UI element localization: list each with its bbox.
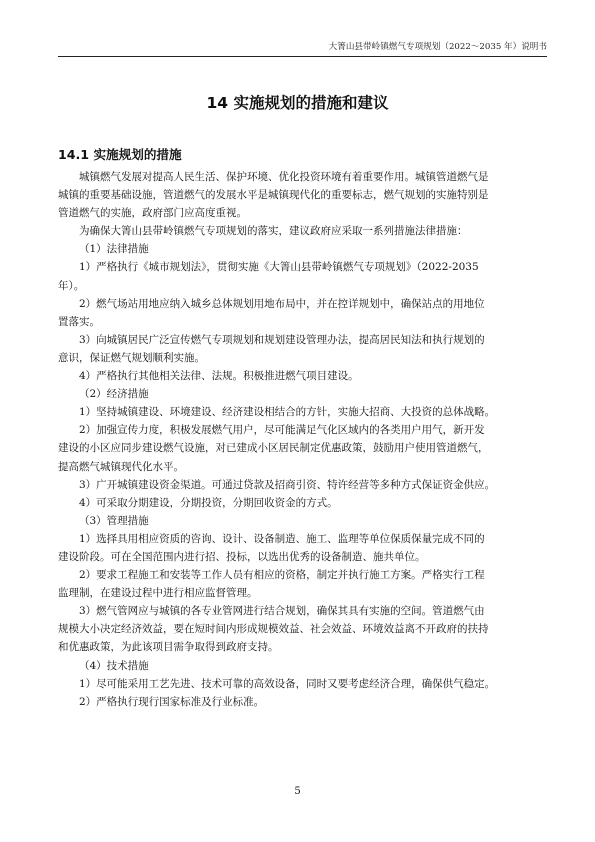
text-line: 3）燃气管网应与城镇的各专业管网进行结合规划，确保其具有实施的空间。管道燃气由 <box>79 605 485 618</box>
text-line: 提高燃气城镇现代化水平。 <box>58 460 184 473</box>
text-line: 1）严格执行《城市规划法》，贯彻实施《大箐山县带岭镇燃气专项规划》（2022-2035 <box>79 261 479 274</box>
subheading-economic: （2）经济措施 <box>79 388 149 401</box>
text-line: 4）可采取分期建设，分期投资，分期回收资金的方式。 <box>79 496 338 509</box>
section-title: 14.1 实施规划的措施 <box>58 147 182 162</box>
text-line: 2）要求工程施工和安装等工作人员有相应的资格，制定并执行施工方案。严格实行工程 <box>79 569 485 582</box>
text-line: 4）严格执行其他相关法律、法规。积极推进燃气项目建设。 <box>79 370 359 383</box>
text-line: 意识，保证燃气规划顺利实施。 <box>58 351 205 364</box>
text-line: 建设阶段。可在全国范围内进行招、投标，以选出优秀的设备制造、施共单位。 <box>58 550 426 563</box>
subheading-legal: （1）法律措施 <box>79 243 149 256</box>
text-line: 1）选择具用相应资质的咨询、设计、设备制造、施工、监理等单位保质保量完成不同的 <box>79 532 485 545</box>
running-header: 大箐山县带岭镇燃气专项规划（2022～2035 年）说明书 <box>328 42 547 52</box>
subheading-management: （3）管理措施 <box>79 514 149 527</box>
subheading-technical: （4）技术措施 <box>79 659 149 672</box>
chapter-title: 14 实施规划的措施和建议 <box>206 94 389 112</box>
text-line: 2）严格执行现行国家标准及行业标准。 <box>79 695 265 708</box>
text-line: 城镇的重要基础设施，管道燃气的发展水平是城镇现代化的重要标志，燃气规划的实施特别是 <box>58 189 489 202</box>
text-line: 3）广开城镇建设资金渠道。可通过贷款及招商引资、特许经营等多种方式保证资金供应。 <box>79 478 496 491</box>
text-line: 2）燃气场站用地应纳入城乡总体规划用地布局中，并在控详规划中，确保站点的用地位 <box>79 297 485 310</box>
body-text <box>58 168 541 711</box>
text-line: 1）尽可能采用工艺先进、技术可靠的高效设备，同时又要考虑经济合理，确保供气稳定。 <box>79 677 496 690</box>
text-line: 2）加强宣传力度，积极发展燃气用户，尽可能满足气化区域内的各类用户用气，新开发 <box>79 424 485 437</box>
page-number: 5 <box>294 786 301 797</box>
text-line: 3）向城镇居民广泛宣传燃气专项规划和规划建设管理办法，提高居民知法和执行规划的 <box>79 333 485 346</box>
text-line: 和优惠政策，为此该项目需争取得到政府支持。 <box>58 641 279 654</box>
text-line: 规模大小决定经济效益，要在短时间内形成规模效益、社会效益、环境效益离不开政府的扶持 <box>58 623 489 636</box>
text-line: 监理制，在建设过程中进行相应监督管理。 <box>58 587 258 600</box>
text-line: 城镇燃气发展对提高人民生活、保护环境、优化投资环境有着重要作用。城镇管道燃气是 <box>79 171 489 183</box>
text-line: 管道燃气的实施，政府部门应高度重视。 <box>58 207 247 220</box>
text-line: 1）坚持城镇建设、环境建设、经济建设相结合的方针，实施大招商、大投资的总体战略。 <box>79 406 496 419</box>
header-rule <box>58 56 547 57</box>
text-line: 为确保大箐山县带岭镇燃气专项规划的落实，建议政府应采取一系列措施法律措施： <box>79 225 468 238</box>
text-line: 置落实。 <box>58 315 100 328</box>
text-line: 年）。 <box>58 279 85 292</box>
text-line: 建设的小区应同步建设燃气设施，对已建成小区居民制定优惠政策，鼓励用户使用管道燃气， <box>58 442 489 455</box>
